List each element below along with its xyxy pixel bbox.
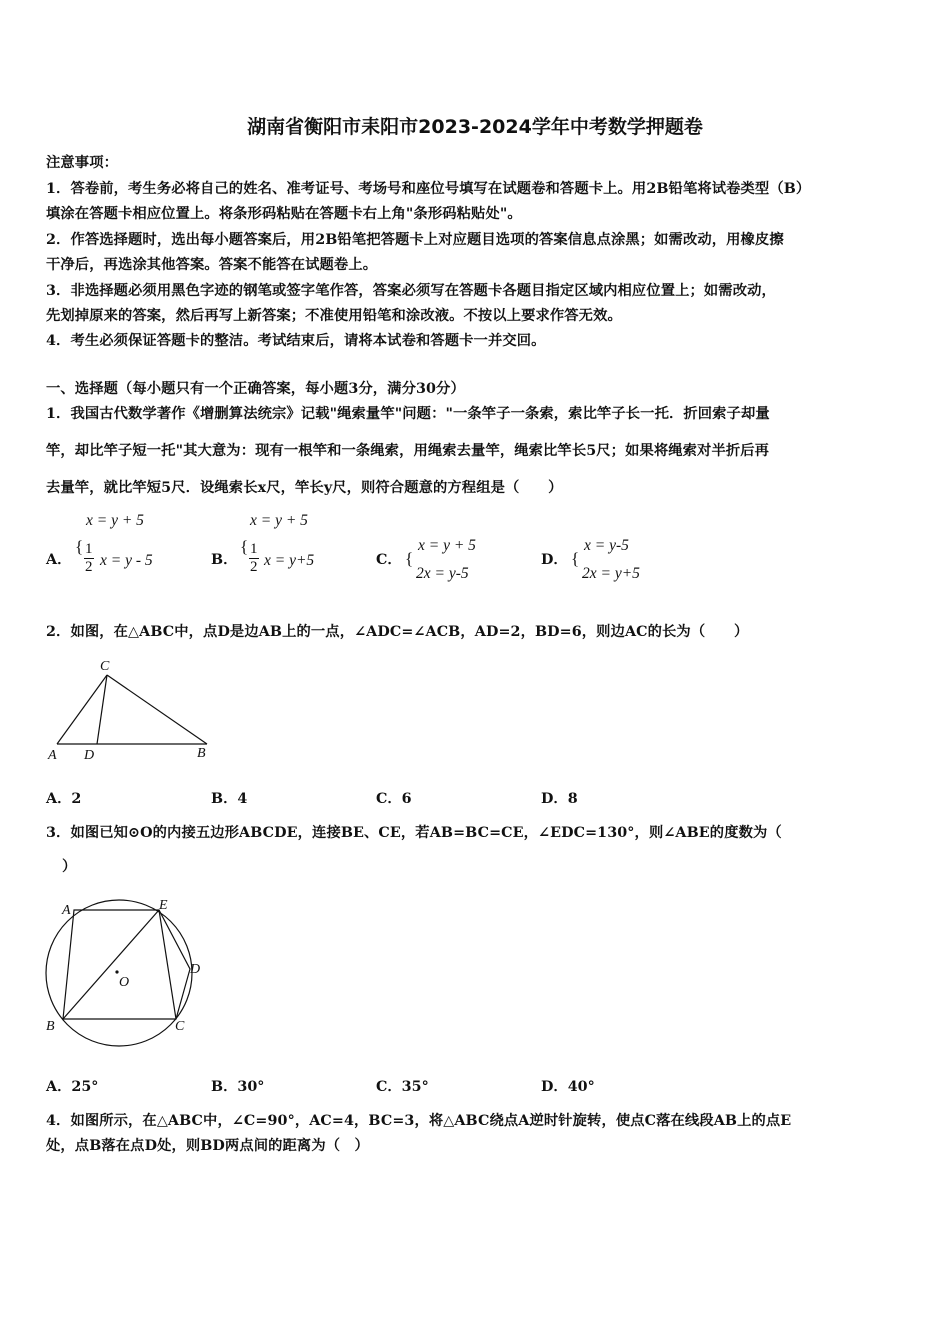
side-bc (107, 675, 207, 744)
label-e: E (159, 898, 168, 913)
option-b-equation-2: x = y+5 (264, 552, 315, 569)
label-d: D (190, 962, 201, 977)
notes-line: 填涂在答题卡相应位置上。将条形码粘贴在答题卡右上角"条形码粘贴处"。 (46, 206, 522, 222)
label-b: B (46, 1019, 55, 1034)
option-a-numerator: 1 (85, 541, 93, 557)
pentagon-abcde (63, 910, 190, 1019)
option-b-denominator: 2 (250, 559, 258, 575)
question-4-line: 4．如图所示，在△ABC中，∠C=90°，AC=4，BC=3，将△ABC绕点A逆时针旋转，使点C落在线段AB上的点E (46, 1113, 792, 1129)
notes-line: 4．考生必须保证答题卡的整洁。考试结束后，请将本试卷和答题卡一并交回。 (46, 333, 546, 349)
option-d-brace: { (571, 549, 580, 568)
notes-line: 3．非选择题必须用黑色字迹的钢笔或签字笔作答，答案必须写在答题卡各题目指定区域内相应位置上；如需改动， (46, 283, 776, 299)
option-b-equation-1: x = y + 5 (250, 512, 308, 529)
notes-line: 1．答卷前，考生务必将自己的姓名、准考证号、考场号和座位号填写在试题卷和答题卡上。用2B铅笔将试卷类型（B） (46, 181, 811, 197)
option-a-fraction (84, 541, 94, 576)
question-2-text: 2．如图，在△ABC中，点D是边AB上的一点，∠ADC=∠ACB，AD=2，BD=6，则边AC的长为（ ） (46, 624, 749, 640)
option-b-fraction (249, 541, 259, 576)
notes-line: 干净后，再选涂其他答案。答案不能答在试题卷上。 (46, 257, 378, 273)
option-b-brace: { (240, 537, 249, 556)
segment-be (63, 910, 159, 1019)
triangle-figure (44, 655, 219, 767)
q2-option-d: D．8 (541, 791, 578, 807)
option-a-denominator: 2 (85, 559, 93, 575)
q2-option-b: B．4 (211, 791, 248, 807)
center-point (115, 970, 118, 973)
q2-option-c: C．6 (376, 791, 412, 807)
option-b-label: B． (211, 552, 238, 568)
notes-heading: 注意事项： (46, 155, 118, 171)
section-heading: 一、选择题（每小题只有一个正确答案，每小题3分，满分30分） (46, 381, 465, 397)
option-b-numerator: 1 (250, 541, 258, 557)
question-4-line: 处，点B落在点D处，则BD两点间的距离为（ ） (46, 1138, 369, 1154)
question-1-line: 1．我国古代数学著作《增删算法统宗》记载"绳索量竿"问题："一条竿子一条索，索比竿子长一托．折回索子却量 (46, 406, 770, 422)
label-b: B (197, 746, 206, 761)
option-d-equation-1: x = y-5 (584, 537, 629, 554)
label-d: D (84, 748, 95, 763)
option-c-brace: { (405, 549, 414, 568)
q3-option-b: B．30° (211, 1079, 265, 1095)
question-3-text-end: ） (62, 859, 77, 875)
option-c-label: C． (376, 552, 402, 568)
label-c: C (100, 659, 110, 674)
q2-option-a: A．2 (46, 791, 82, 807)
page-title: 湖南省衡阳市耒阳市2023-2024学年中考数学押题卷 (247, 116, 703, 138)
label-c: C (175, 1019, 185, 1034)
option-a-label: A． (46, 552, 72, 568)
question-3-text: 3．如图已知⊙O的内接五边形ABCDE，连接BE、CE，若AB=BC=CE，∠EDC=130°，则∠ABE的度数为（ (46, 825, 782, 841)
option-a-equation-2: x = y - 5 (100, 552, 153, 569)
q3-option-a: A．25° (46, 1079, 99, 1095)
option-c-equation-2: 2x = y-5 (416, 565, 469, 582)
option-a-brace: { (75, 537, 84, 556)
question-1-line: 竿，却比竿子短一托"其大意为：现有一根竿和一条绳索，用绳索去量竿，绳索比竿长5尺；如果将绳索对半折后再 (46, 443, 770, 459)
notes-line: 2．作答选择题时，选出每小题答案后，用2B铅笔把答题卡上对应题目选项的答案信息点涂黑；如需改动，用橡皮擦 (46, 232, 784, 248)
option-a-equation-1: x = y + 5 (86, 512, 144, 529)
label-a: A (48, 748, 57, 763)
segment-cd (97, 675, 107, 744)
notes-line: 先划掉原来的答案，然后再写上新答案；不准使用铅笔和涂改液。不按以上要求作答无效。 (46, 308, 622, 324)
circle-figure (38, 892, 208, 1052)
label-o: O (119, 975, 130, 990)
q3-option-d: D．40° (541, 1079, 595, 1095)
label-a: A (62, 903, 71, 918)
option-d-label: D． (541, 552, 568, 568)
question-1-line: 去量竿，就比竿短5尺．设绳索长x尺，竿长y尺，则符合题意的方程组是（ ） (46, 480, 563, 496)
option-d-equation-2: 2x = y+5 (582, 565, 640, 582)
side-ac (57, 675, 107, 744)
q3-option-c: C．35° (376, 1079, 429, 1095)
option-c-equation-1: x = y + 5 (418, 537, 476, 554)
